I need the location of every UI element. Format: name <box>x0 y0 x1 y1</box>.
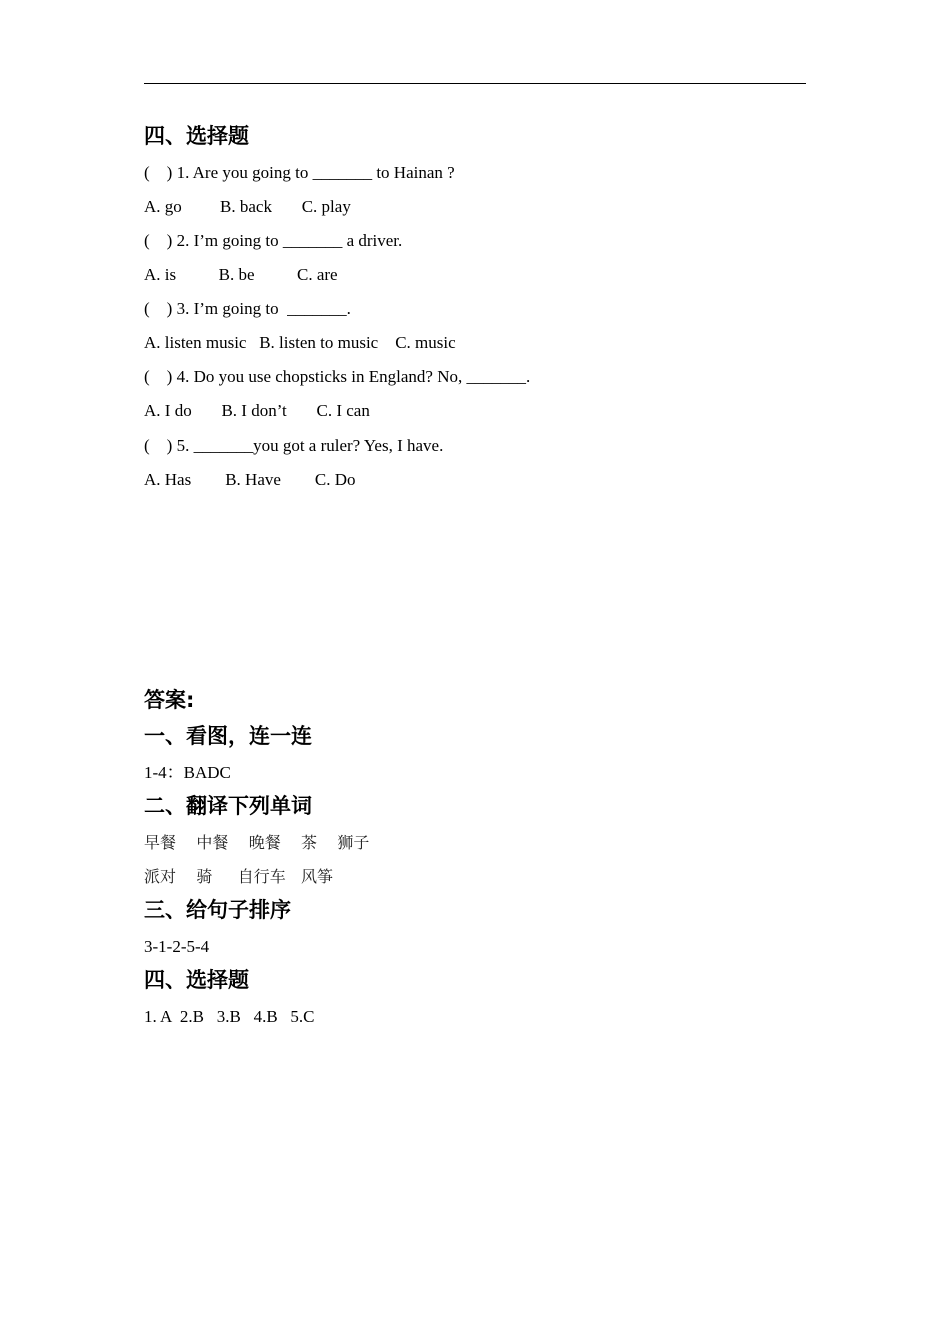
question-5-options: A. Has B. Have C. Do <box>144 470 356 489</box>
question-5-stem: ( ) 5. _______you got a ruler? Yes, I have. <box>144 436 444 455</box>
answers-part3-answer: 3-1-2-5-4 <box>144 937 210 956</box>
question-1-stem: ( ) 1. Are you going to _______ to Hainan ? <box>144 163 455 182</box>
answers-part2-heading: 二、翻译下列单词 <box>144 794 312 818</box>
section4-heading: 四、选择题 <box>144 124 249 148</box>
answers-part4-answer: 1. A 2.B 3.B 4.B 5.C <box>144 1007 315 1026</box>
answers-part2-row1: 早餐 中餐 晚餐 茶 狮子 <box>144 833 370 852</box>
question-2-options: A. is B. be C. are <box>144 265 338 284</box>
question-2-stem: ( ) 2. I’m going to _______ a driver. <box>144 231 403 250</box>
answers-part3-heading: 三、给句子排序 <box>144 898 291 922</box>
answers-part1-answer: 1-4：BADC <box>144 763 231 782</box>
question-3-options: A. listen music B. listen to music C. music <box>144 333 456 352</box>
question-1-options: A. go B. back C. play <box>144 197 351 216</box>
answers-part2-row2: 派对 骑 自行车 风筝 <box>144 867 334 886</box>
answers-part4-heading: 四、选择题 <box>144 968 249 992</box>
question-3-stem: ( ) 3. I’m going to _______. <box>144 299 351 318</box>
question-4-stem: ( ) 4. Do you use chopsticks in England? No, _______. <box>144 367 531 386</box>
question-4-options: A. I do B. I don’t C. I can <box>144 401 370 420</box>
answers-part1-heading: 一、看图，连一连 <box>144 724 312 748</box>
header-rule <box>144 83 806 84</box>
answers-title: 答案: <box>144 688 195 712</box>
